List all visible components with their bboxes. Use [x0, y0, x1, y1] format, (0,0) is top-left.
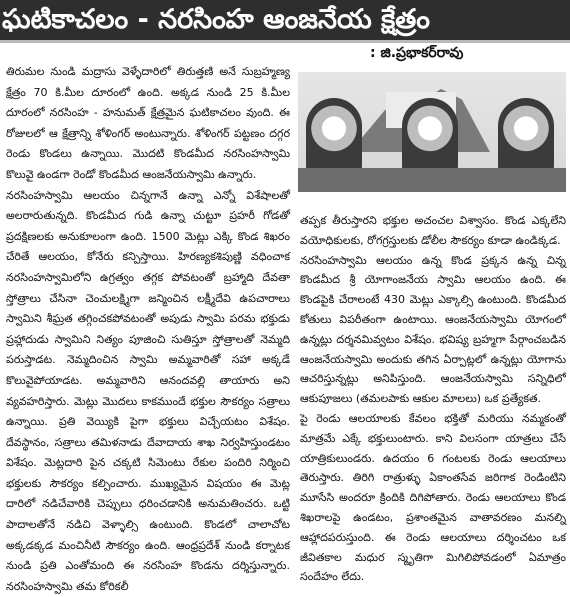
article-paragraph: తిరుమల నుండి మద్రాసు వెళ్ళేదారిలో తిరుత్తణి అనే సుబ్రహ్మణ్య క్షేత్రం 70 కి.మీల దూరంలో ఉంది. అక్కడ నుండి 25 కి.మీల దూరంలో నరసింహ - హనుమత్ క్షేత్రమైన ఘటికాచలం వుంది. ఈ రోజులలో ఆ క్షేత్రాన్ని శోళింగర్ అంటున్నారు. శోళింగర్ పట్టణం దగ్గర రెండు కొండలు ఉన్నాయి. మొదటి కొండమీద నరసింహస్వామి కొలువై ఉండగా రెండో కొండమీద ఆంజనేయస్వామి ఉన్నారు.: [6, 65, 290, 181]
article-paragraph: తప్పక తీరుస్తారని భక్తుల అచంచల విశ్వాసం. కొండ ఎక్కలేని వయోధికులకు, రోగగ్రస్తులకు డోలీల సౌకర్యం కూడా ఉండిక్కడ.: [300, 214, 566, 247]
headline-divider: [0, 40, 570, 43]
article-paragraph: పై రెండు ఆలయాలకు కేవలం భక్తితో మరియు నమ్మకంతో మాత్రమే ఎక్కే భక్తులుంటారు. కాని విలసంగా యాత్రలు చేసే యాత్రికులుండరు. ఉదయం 6 గంటలకు రెండు ఆలయాలు తెరుస్తారు. తిరిగి రాత్రుళ్ళు ఏకాంతసేవ జరిగాక రెండింటిని మూసేసి అందరూ క్రిందికి దిగిపోతారు. రెండు ఆలయాలు కొండ శిఖరాలపై ఉండటం, ప్రశాంతమైన వాతావరణం మనల్ని ఆహ్లాదపరుస్తుంది. ఈ రెండు ఆలయాలు దర్శించటం ఒక జీవితకాల మధుర స్మృతిగా మిగిలిపోవడంలో ఏమాత్రం సందేహం లేదు.: [300, 411, 566, 584]
article-paragraph: నరసింహస్వామి ఆలయం చిన్నగానే ఉన్నా ఎన్నో విశేషాలతో అలరారుతున్నది. కొండమీద గుడి ఉన్నా చుట్టూ ప్రహరీ గోడతో ప్రదక్షిణలకు అనుకూలంగా ఉంది. 1500 మెట్లు ఎక్కి కొండ శిఖరం చేరితే ఆలయం, కోనేరు కన్పిస్తాయి. హిరణ్యకశిపుణ్ణి వధించాక నరసింహస్వామిలోని ఉగ్రత్వం తగ్గక పోవటంతో బ్రహ్మాది దేవతా స్తోత్రాలు చేసినా చెంచులక్ష్మిగా జన్మించిన లక్ష్మీదేవి ఉపచారాలు స్వామిని శీఘ్రత తగ్గించకపోవటంతో అపుడు స్వామి పరమ భక్తుడు ప్రహ్లాదుడు స్వామిని నిత్యం పూజించి సుతిస్తూ స్తోత్రాలతో నెమ్మది పరుస్తాడట. నెమ్మదించిన స్వామి అమ్మవారితో సహా అక్కడే కొలువైపోయాడట. అమ్మవారిని ఆనందవల్లి తాయారు అని వ్యవహరిస్తారు. మెట్లు మొదలు కాకముందే భక్తుల సౌకర్యం సత్రాలు ఉన్నాయి. ప్రతి వెయ్యికి పైగా భక్తులు విచ్చేయటం విశేషం. దేవస్థానం, సత్రాలు తమిళనాడు దేవాదాయ శాఖ నిర్వహిస్తుండటం విశేషం. మెట్లదారి పైన చక్కటి సిమెంటు రేకుల పందిరి నిర్మించి భక్తులకు సౌకర్యం కల్పించారు. ముఖ్యమైన విషయం ఈ మెట్ల దారిలో నడిచేవారికి చెప్పులు ధరించడానికి అనుమతించరు. ఒట్టి పాదాలతోనే నడిచి వెళ్ళాల్సి ఉంటుంది. కొండలో చాలాచోట అక్కడక్కడ మంచినీటి సౌకర్యం ఉంది. ఆంధ్రప్రదేశ్ నుండి కర్నాటక నుండి ప్రతి ఎంతోమంది ఈ నరసింహ కొండను దర్శిస్తున్నారు. నరసింహస్వామి తమ కోరికలీ: [6, 188, 290, 593]
deity-figure-left: [306, 98, 362, 174]
article-column-left: [6, 62, 290, 597]
temple-photo: [298, 72, 566, 192]
headline: ఘటికాచలం - నరసింహ ఆంజనేయ క్షేత్రం: [0, 0, 570, 40]
photo-base: [298, 168, 566, 192]
article-paragraph: నరసింహస్వామి ఆలయం ఉన్న కొండ ప్రక్కన ఉన్న చిన్న కొండమీద శ్రీ యోగాంజనేయ స్వామి ఆలయం ఉంది. ఈ కొండపైకి చేరాలంటే 430 మెట్లు ఎక్కాల్సి ఉంటుంది. కొండమీద కోతులు విపరీతంగా ఉంటాయి. ఆంజనేయస్వామి యోగంలో ఉన్నట్లు దర్శనమివ్వటం విశేషం. భవిష్య బ్రహ్మగా పేర్గాంచబడిన ఆంజనేయస్వామి అందుకు తగిన ఏర్పాట్లలో ఉన్నట్లు యోగాను ఆచరిస్తున్నట్లు అనిపిస్తుంది. ఆంజనేయస్వామి సన్నిధిలో ఆకుపూజలు (తమలపాకు ఆకుల మాలలు) ఒక ప్రత్యేకత.: [300, 253, 566, 406]
article-column-right: [300, 211, 566, 587]
deity-figure-center: [402, 98, 458, 174]
deity-figure-right: [498, 98, 554, 174]
byline: : జి.ప్రభాకర్‌రావు: [370, 45, 464, 61]
